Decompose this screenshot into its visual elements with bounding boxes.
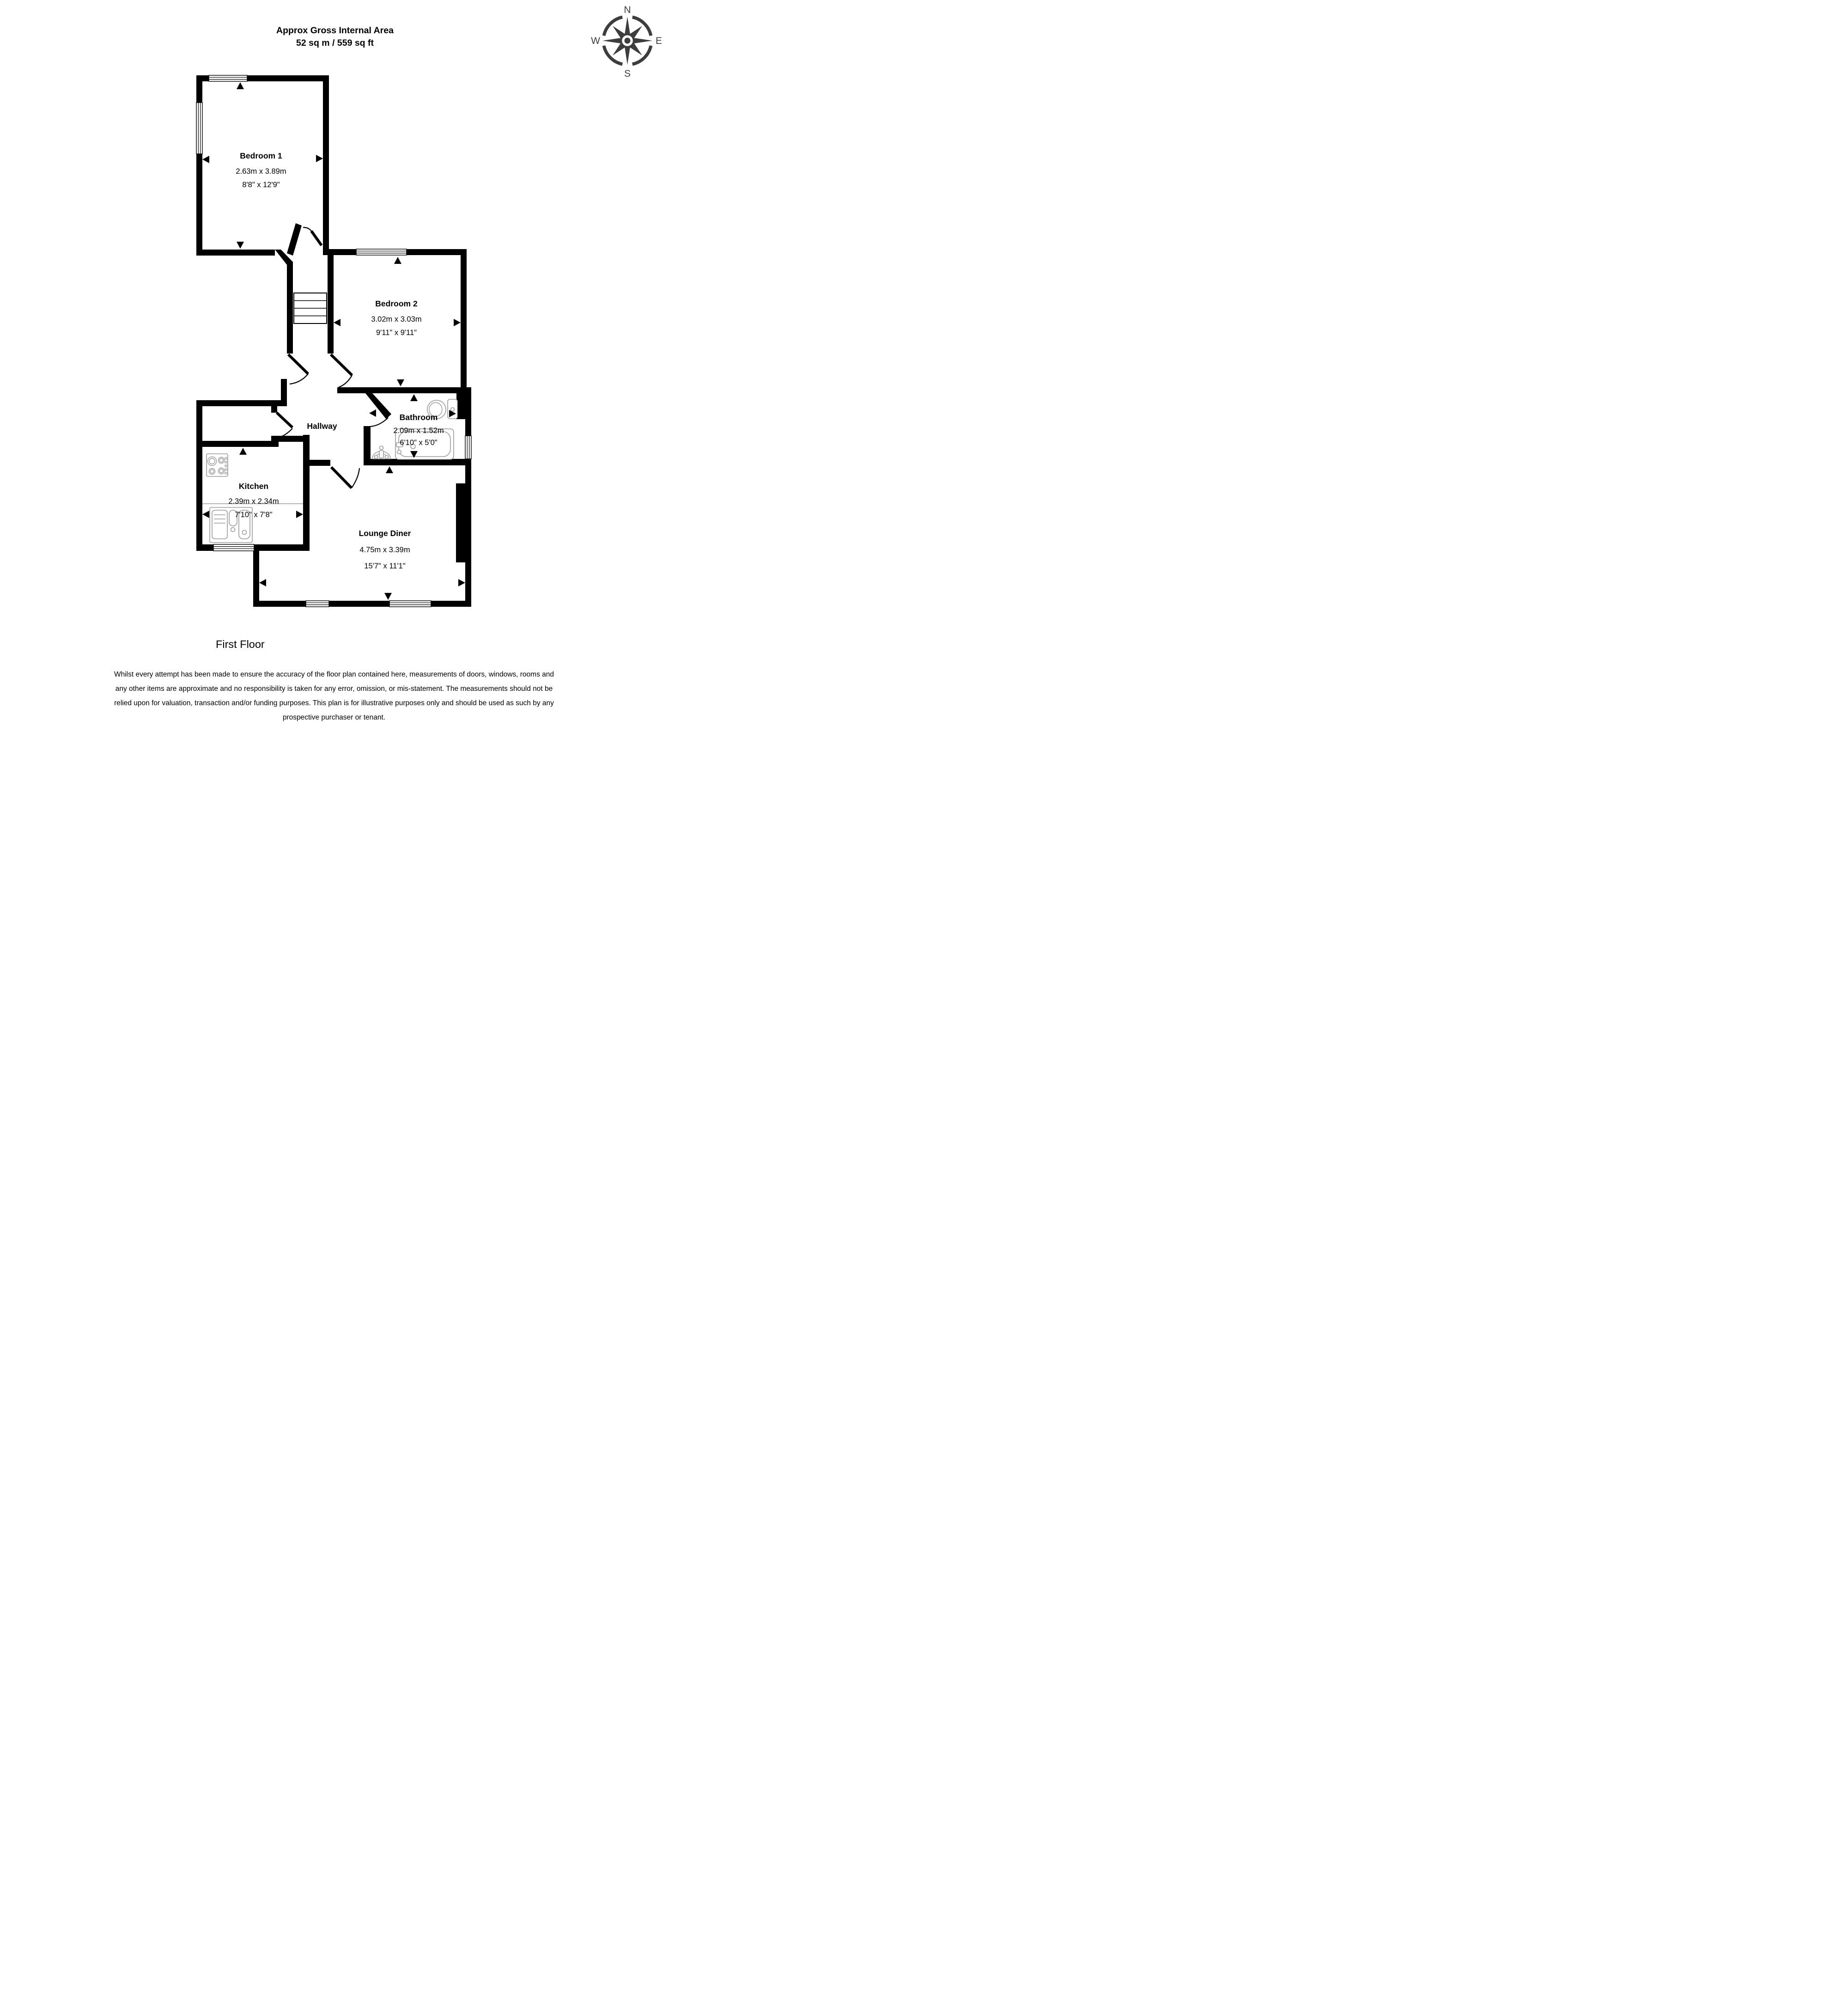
window: [465, 436, 471, 459]
arrow-left-icon: [202, 156, 209, 163]
arrow-up-icon: [237, 82, 244, 89]
bedroom1-door: [303, 227, 322, 245]
basin-icon: [372, 446, 390, 459]
arrow-left-icon: [202, 511, 209, 518]
kitchen-metric: 2.39m x 2.34m: [228, 497, 279, 506]
lounge-label: Lounge Diner: [359, 529, 411, 538]
bedroom1-label: Bedroom 1: [240, 151, 282, 160]
lounge-imperial: 15'7" x 11'1": [364, 562, 406, 570]
compass-north-label: N: [624, 5, 631, 15]
bathroom-door: [371, 418, 388, 427]
hallway-label: Hallway: [307, 421, 337, 431]
disclaimer-line: Whilst every attempt has been made to ensure the accuracy of the floor plan contained here, measurements of doors, windows, rooms and: [114, 671, 554, 678]
kitchen-label: Kitchen: [238, 482, 269, 491]
stairs: [294, 293, 327, 323]
window: [213, 544, 254, 551]
hob-icon: [207, 454, 228, 476]
arrow-up-icon: [386, 466, 393, 473]
bedroom2-label: Bedroom 2: [375, 299, 418, 308]
floorplan-page: [0, 0, 669, 725]
arrow-up-icon: [394, 257, 401, 264]
window: [389, 601, 431, 607]
disclaimer-line: prospective purchaser or tenant.: [282, 714, 386, 721]
bathroom-imperial: 6'10" x 5'0": [400, 439, 438, 447]
floor-label: First Floor: [216, 638, 265, 650]
arrow-up-icon: [410, 394, 418, 401]
arrow-down-icon: [384, 593, 392, 600]
arrow-right-icon: [454, 319, 461, 326]
arrow-up-icon: [239, 448, 247, 455]
disclaimer-line: relied upon for valuation, transaction and/or funding purposes. This plan is for illustrative purposes only and should be used as such by any: [114, 699, 554, 707]
window: [356, 249, 407, 255]
header-title: Approx Gross Internal Area: [276, 25, 394, 36]
arrow-left-icon: [259, 579, 266, 586]
arrow-down-icon: [397, 379, 404, 386]
bedroom2-metric: 3.02m x 3.03m: [371, 315, 422, 323]
kitchen-door: [277, 413, 292, 438]
arrow-down-icon: [237, 242, 244, 249]
bedroom2-imperial: 9'11" x 9'11": [376, 329, 417, 337]
window: [306, 601, 329, 607]
window: [196, 103, 202, 154]
lounge-door: [331, 467, 359, 488]
compass-east-label: E: [655, 36, 663, 46]
compass-rose-icon: [591, 5, 662, 79]
disclaimer-line: any other items are approximate and no responsibility is taken for any error, omission, or mis-statement. The measurements should not be: [115, 685, 553, 693]
kitchen-imperial: 7'10" x 7'8": [235, 511, 273, 519]
arrow-right-icon: [458, 579, 465, 586]
compass-south-label: S: [624, 68, 631, 79]
arrow-right-icon: [296, 511, 303, 518]
header-area: 52 sq m / 559 sq ft: [296, 38, 374, 48]
lounge-metric: 4.75m x 3.39m: [359, 546, 410, 554]
hall-landing-door: [288, 354, 308, 384]
compass-west-label: W: [591, 36, 600, 46]
bathroom-metric: 2.09m x 1.52m: [393, 427, 444, 435]
arrow-right-icon: [316, 155, 323, 162]
window: [209, 75, 247, 81]
bedroom2-door: [331, 354, 352, 387]
disclaimer: [114, 671, 554, 721]
bedroom1-metric: 2.63m x 3.89m: [236, 167, 286, 176]
arrow-left-icon: [369, 409, 376, 417]
arrow-left-icon: [334, 319, 340, 326]
bedroom1-imperial: 8'8" x 12'9": [242, 181, 280, 189]
bathroom-label: Bathroom: [399, 413, 438, 422]
floorplan-canvas: [0, 0, 669, 725]
